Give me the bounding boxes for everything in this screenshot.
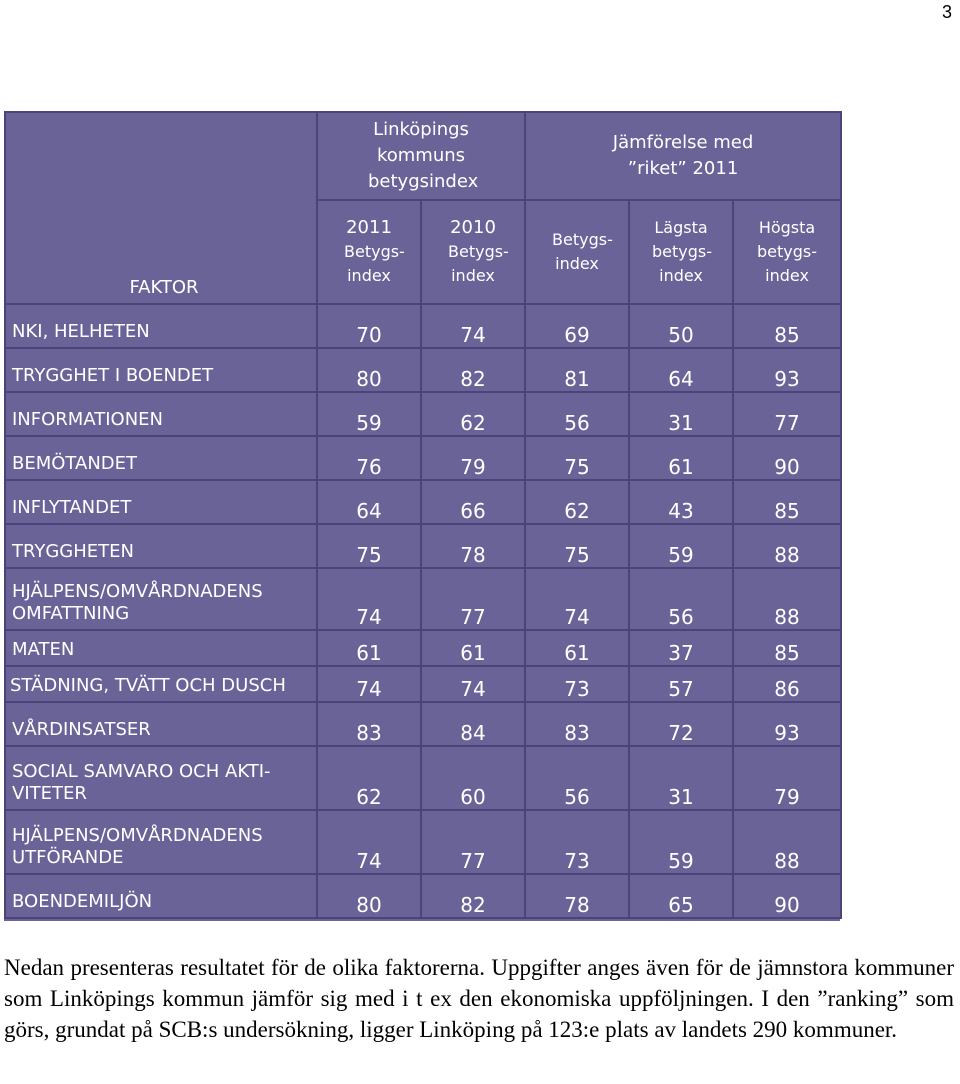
value-2011: 74 — [317, 666, 421, 702]
value-lowest: 59 — [629, 810, 733, 874]
value-lowest: 37 — [629, 630, 733, 666]
value-highest: 85 — [733, 630, 841, 666]
col-2010-year: 2010 — [450, 217, 496, 238]
value-lowest: 56 — [629, 568, 733, 630]
value-lowest: 65 — [629, 874, 733, 918]
table-row — [5, 392, 841, 436]
value-riket: 75 — [525, 524, 629, 568]
factor-cell: INFORMATIONEN — [5, 392, 317, 436]
value-2010: 60 — [421, 746, 525, 810]
col-lowest-label: Lägsta betygs-index — [652, 218, 713, 285]
factor-cell: TRYGGHET I BOENDET — [5, 348, 317, 392]
value-lowest: 50 — [629, 304, 733, 348]
value-riket: 73 — [525, 666, 629, 702]
col-riket-label: Betygs-index — [552, 230, 613, 273]
value-lowest: 57 — [629, 666, 733, 702]
value-highest: 93 — [733, 348, 841, 392]
col-lowest-header — [629, 200, 733, 304]
value-riket: 56 — [525, 746, 629, 810]
value-highest: 88 — [733, 568, 841, 630]
value-2010: 61 — [421, 630, 525, 666]
value-riket: 73 — [525, 810, 629, 874]
value-highest: 79 — [733, 746, 841, 810]
value-highest: 77 — [733, 392, 841, 436]
value-2011: 62 — [317, 746, 421, 810]
factor-cell: VÅRDINSATSER — [5, 702, 317, 746]
value-highest: 85 — [733, 480, 841, 524]
value-2011: 75 — [317, 524, 421, 568]
value-riket: 69 — [525, 304, 629, 348]
table-row — [5, 524, 841, 568]
value-2011: 64 — [317, 480, 421, 524]
value-2010: 78 — [421, 524, 525, 568]
value-lowest: 64 — [629, 348, 733, 392]
factor-header: FAKTOR — [5, 112, 317, 304]
factor-cell: TRYGGHETEN — [5, 524, 317, 568]
linkoping-group-header: Linköpings kommuns betygsindex — [317, 112, 525, 200]
value-riket: 81 — [525, 348, 629, 392]
table-row — [5, 810, 841, 874]
col-riket-header — [525, 200, 629, 304]
value-2011: 74 — [317, 810, 421, 874]
value-riket: 83 — [525, 702, 629, 746]
factor-cell: BEMÖTANDET — [5, 436, 317, 480]
table-row — [5, 436, 841, 480]
value-riket: 62 — [525, 480, 629, 524]
value-riket: 56 — [525, 392, 629, 436]
comparison-group-header: Jämförelse med ”riket” 2011 — [525, 112, 841, 200]
col-highest-header — [733, 200, 841, 304]
factor-cell: INFLYTANDET — [5, 480, 317, 524]
value-2011: 83 — [317, 702, 421, 746]
value-2011: 74 — [317, 568, 421, 630]
factor-cell: MATEN — [5, 630, 317, 666]
value-2010: 82 — [421, 874, 525, 918]
col-2010-header — [421, 200, 525, 304]
value-2010: 84 — [421, 702, 525, 746]
value-riket: 61 — [525, 630, 629, 666]
col-2010-label: Betygs-index — [448, 242, 509, 285]
value-2010: 77 — [421, 568, 525, 630]
col-2011-year: 2011 — [346, 217, 392, 238]
page-number: 3 — [941, 2, 952, 22]
factor-cell: HJÄLPENS/OMVÅRDNADENS UTFÖRANDE — [5, 810, 317, 874]
header-group-row — [5, 112, 841, 200]
value-2010: 74 — [421, 666, 525, 702]
table-row — [5, 568, 841, 630]
value-highest: 88 — [733, 524, 841, 568]
value-2010: 66 — [421, 480, 525, 524]
table-row — [5, 874, 841, 918]
value-2011: 61 — [317, 630, 421, 666]
factor-cell: HJÄLPENS/OMVÅRDNADENS OMFATTNING — [5, 568, 317, 630]
table-row — [5, 480, 841, 524]
value-lowest: 61 — [629, 436, 733, 480]
col-highest-label: Högsta betygs-index — [757, 218, 818, 285]
value-lowest: 43 — [629, 480, 733, 524]
value-2010: 77 — [421, 810, 525, 874]
table-row — [5, 666, 841, 702]
table-row — [5, 746, 841, 810]
results-table — [4, 111, 842, 919]
value-highest: 86 — [733, 666, 841, 702]
table-row — [5, 304, 841, 348]
value-highest: 90 — [733, 436, 841, 480]
col-2011-header — [317, 200, 421, 304]
value-2011: 80 — [317, 348, 421, 392]
value-highest: 90 — [733, 874, 841, 918]
table-row — [5, 702, 841, 746]
value-lowest: 31 — [629, 746, 733, 810]
value-2010: 74 — [421, 304, 525, 348]
value-lowest: 31 — [629, 392, 733, 436]
value-lowest: 59 — [629, 524, 733, 568]
value-riket: 78 — [525, 874, 629, 918]
value-2011: 70 — [317, 304, 421, 348]
value-2011: 59 — [317, 392, 421, 436]
value-highest: 93 — [733, 702, 841, 746]
value-riket: 75 — [525, 436, 629, 480]
value-2010: 82 — [421, 348, 525, 392]
factor-cell: STÄDNING, TVÄTT OCH DUSCH — [5, 666, 317, 702]
col-2011-label: Betygs-index — [344, 242, 405, 285]
value-lowest: 72 — [629, 702, 733, 746]
table-row — [5, 630, 841, 666]
value-highest: 88 — [733, 810, 841, 874]
table-row — [5, 348, 841, 392]
value-2010: 62 — [421, 392, 525, 436]
value-highest: 85 — [733, 304, 841, 348]
value-riket: 74 — [525, 568, 629, 630]
factor-cell: NKI, HELHETEN — [5, 304, 317, 348]
value-2011: 80 — [317, 874, 421, 918]
value-2010: 79 — [421, 436, 525, 480]
factor-cell: SOCIAL SAMVARO OCH AKTI-VITETER — [5, 746, 317, 810]
results-table-panel — [4, 111, 840, 921]
value-2011: 76 — [317, 436, 421, 480]
caption-paragraph: Nedan presenteras resultatet för de olika faktorerna. Uppgifter anges även för de jämnstora kommuner som Linköpings kommun jämför sig med i t ex den ekonomiska uppföljningen. I den ”ranking” som görs, grundat på SCB:s undersökning, ligger Linköping på 123:e plats av landets 290 kommuner. — [4, 955, 954, 1042]
factor-cell: BOENDEMILJÖN — [5, 874, 317, 918]
